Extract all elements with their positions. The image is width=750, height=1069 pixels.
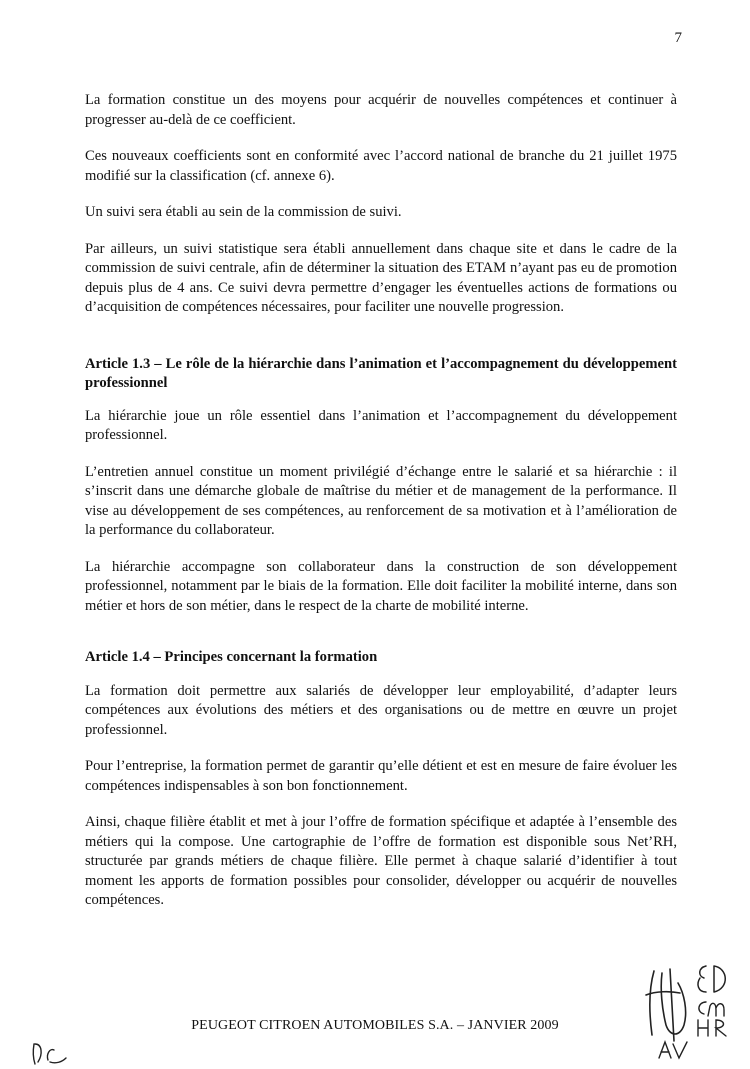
paragraph: Par ailleurs, un suivi statistique sera établi annuellement dans chaque site et dans le cadre de la commission de suivi centrale, afin de déterminer la situation des ETAM n’ayant pas eu de promotion depuis plus de 4 ans. Ce suivi devra permettre d’engager les éventuelles actions de formations ou d’acquisition de compétences nécessaires, pour faciliter une nouvelle progression.: [85, 240, 677, 315]
paragraph: La formation constitue un des moyens pour acquérir de nouvelles compétences et continuer à progresser au-delà de ce coefficient.: [85, 92, 677, 128]
handwritten-initials-ed: [694, 962, 734, 998]
paragraph: L’entretien annuel constitue un moment privilégié d’échange entre le salarié et sa hiérarchie : il s’inscrit dans une démarche globale de maîtrise du métier et de management de la performance. Il vise au développement de ses compétences, au renforcement de sa motivation et à l’amélioration de la performance du collaborateur.: [85, 463, 677, 538]
handwritten-initials-hr: [694, 1016, 734, 1040]
paragraph: Ainsi, chaque filière établit et met à jour l’offre de formation spécifique et adaptée à l’ensemble des métiers qui la compose. Une cartographie de l’offre de formation est disponible sous Net’RH, structurée par grands métiers de chaque filière. Elle permet à chaque salarié d’identifier à tout moment les apports de formation possibles pour consolider, développer ou acquérir de nouvelles compétences.: [85, 814, 677, 908]
page-footer: PEUGEOT CITROEN AUTOMOBILES S.A. – JANVIER 2009: [191, 1018, 559, 1033]
paragraph: Ces nouveaux coefficients sont en conformité avec l’accord national de branche du 21 juillet 1975 modifié sur la classification (cf. annexe 6).: [85, 148, 677, 184]
paragraph: Un suivi sera établi au sein de la commission de suivi.: [85, 204, 402, 220]
paragraph: La hiérarchie accompagne son collaborateur dans la construction de son développement professionnel, notamment par le biais de la formation. Elle doit faciliter la mobilité interne, dans son métier et hors de son métier, dans le respect de la charte de mobilité interne.: [85, 558, 677, 614]
handwritten-initials-av: [655, 1038, 691, 1062]
paragraph: La formation doit permettre aux salariés de développer leur employabilité, d’adapter leurs compétences aux évolutions des métiers et des organisations ou de mettre en œuvre un projet professionnel.: [85, 682, 677, 738]
paragraph: Pour l’entreprise, la formation permet de garantir qu’elle détient et est en mesure de faire évoluer les compétences indispensables à son bon fonctionnement.: [85, 758, 677, 794]
handwritten-initials-main: [640, 965, 694, 1045]
paragraph: La hiérarchie joue un rôle essentiel dans l’animation et l’accompagnement du développement professionnel.: [85, 407, 677, 443]
page-number: 7: [674, 30, 682, 46]
article-1-4-heading: Article 1.4 – Principes concernant la formation: [85, 649, 378, 665]
article-1-3-heading: Article 1.3 – Le rôle de la hiérarchie dans l’animation et l’accompagnement du développement professionnel: [85, 355, 677, 391]
handwritten-initials-dl: [30, 1040, 70, 1068]
document-body: [85, 91, 677, 911]
